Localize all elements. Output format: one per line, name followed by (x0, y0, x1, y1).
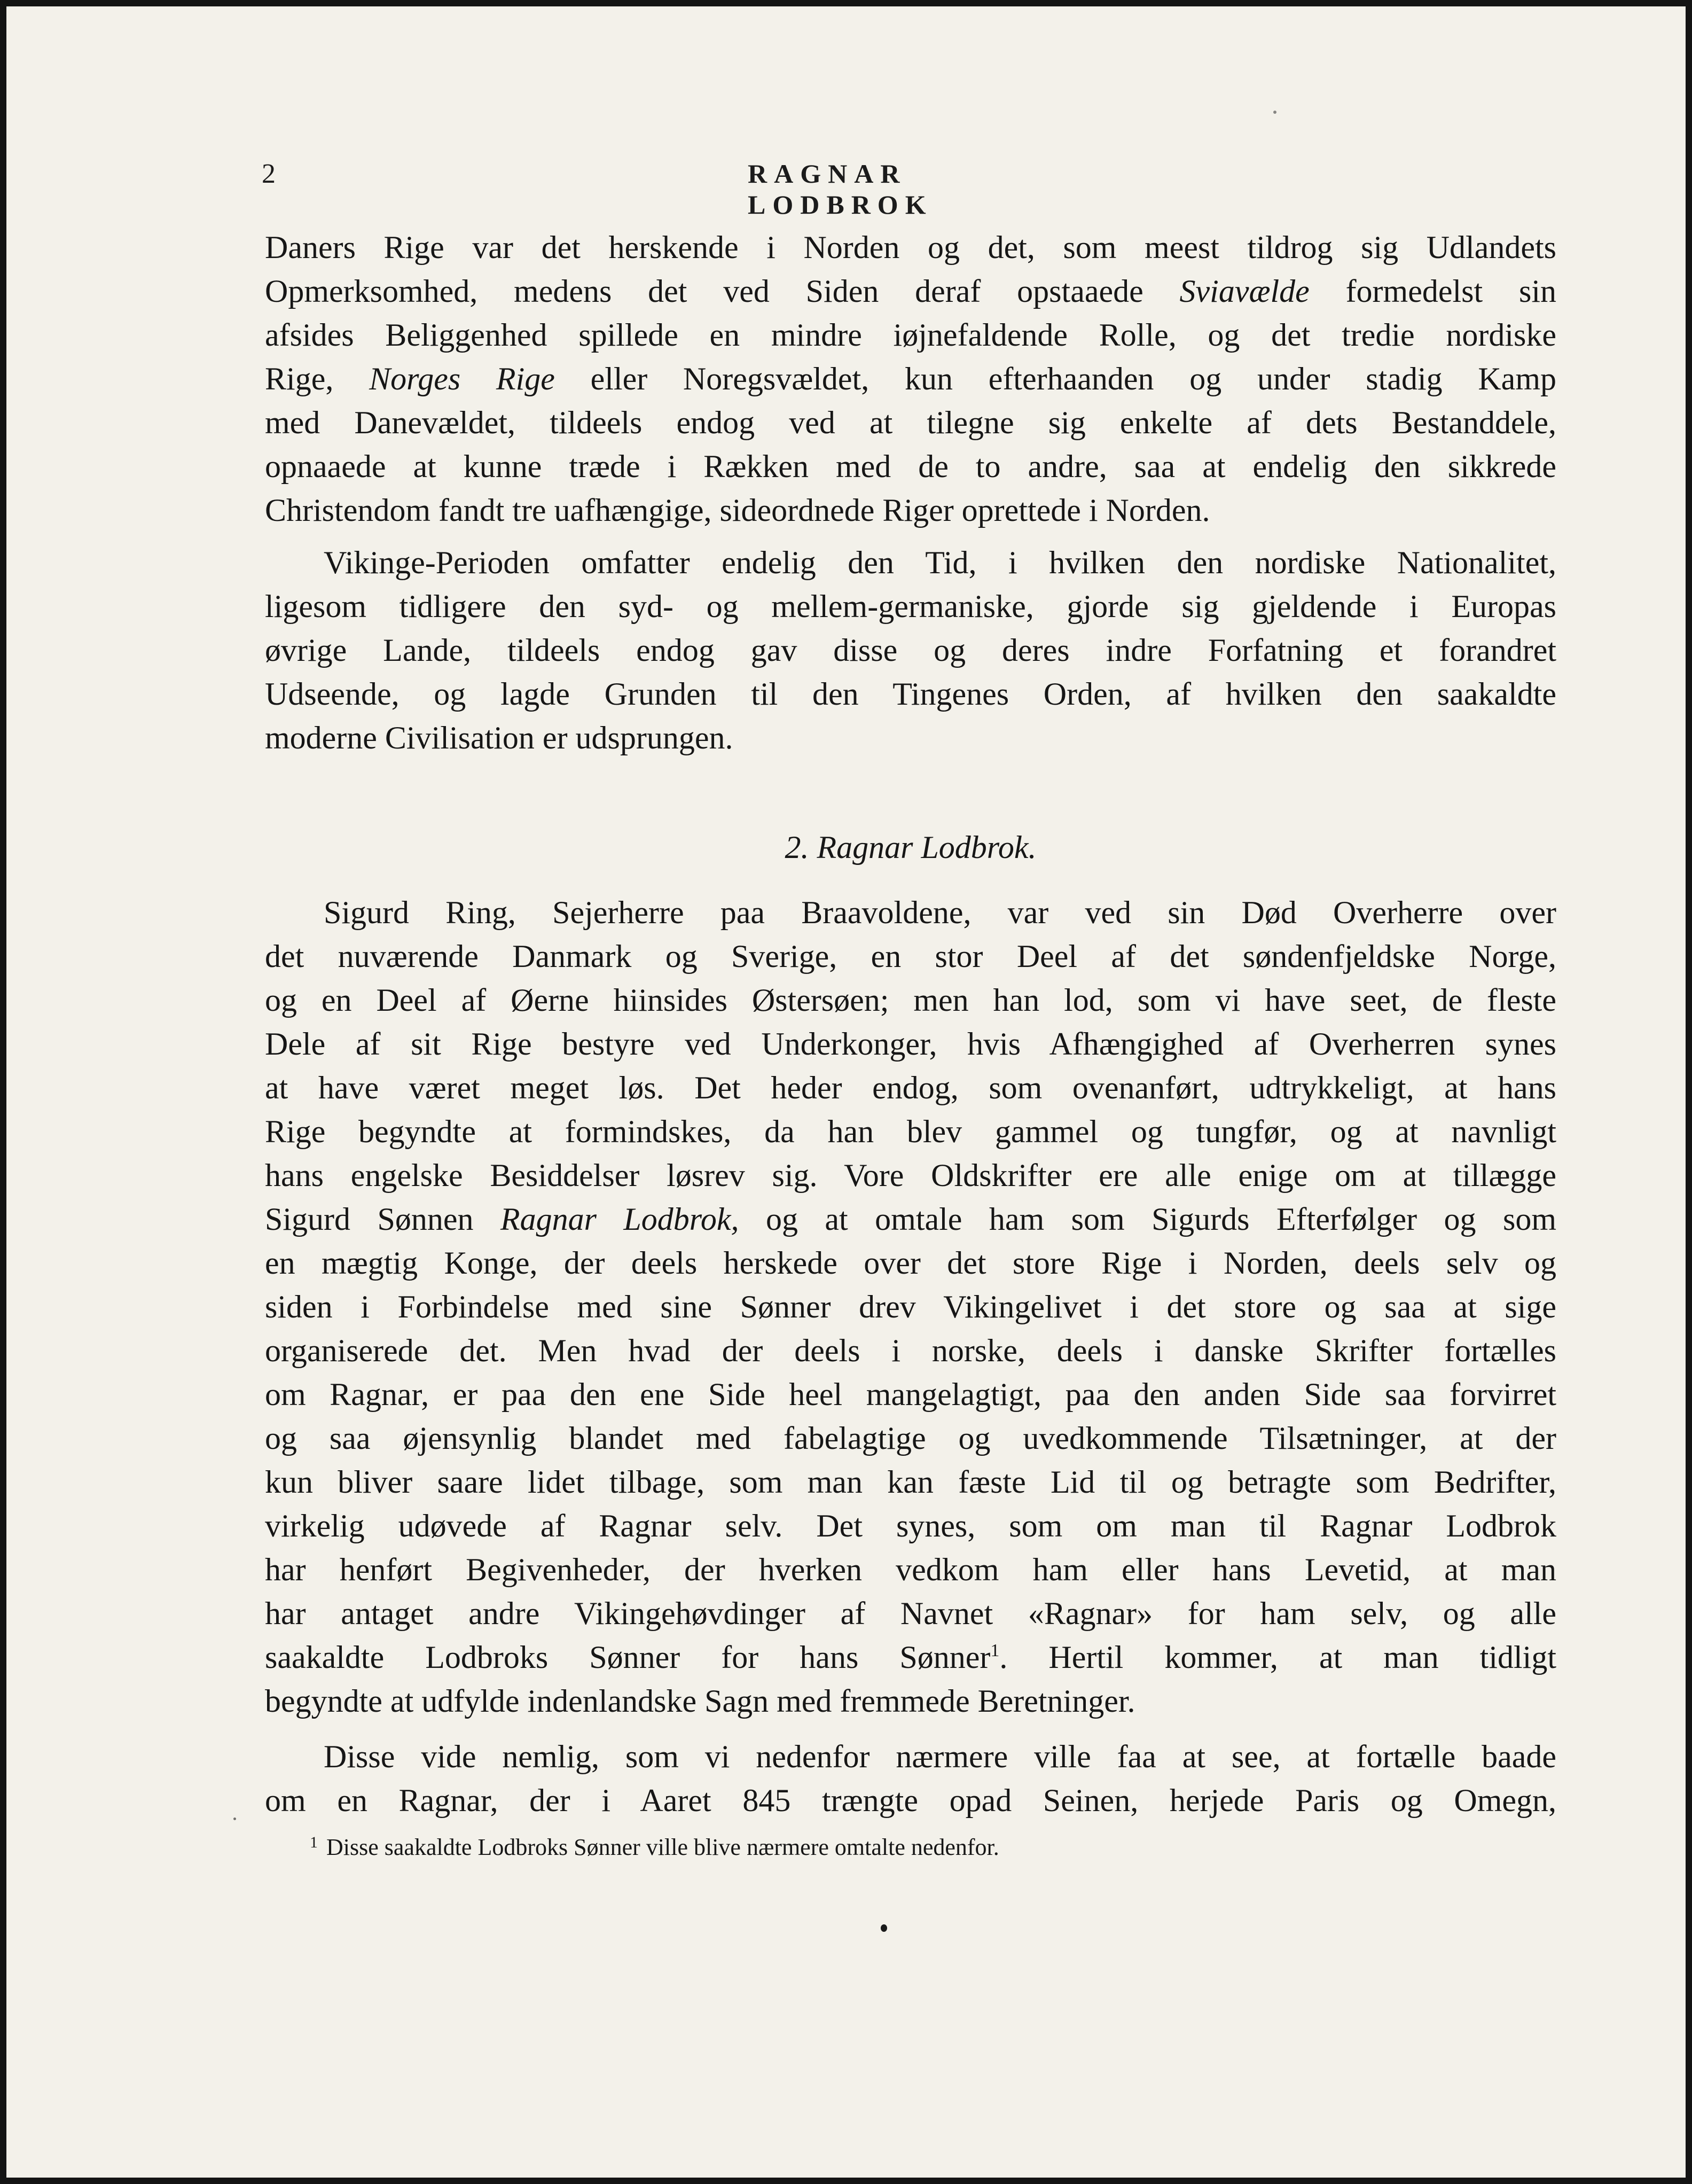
text-line: Sigurd Ring, Sejerherre paa Braavoldene, var ved sin Død Overherre over (324, 895, 1556, 930)
text-line: øvrige Lande, tildeels endog gav disse og deres indre Forfatning et forandret (265, 633, 1556, 668)
text-line: Daners Rige var det herskende i Norden og det, som meest tildrog sig Udlandets (265, 230, 1556, 265)
text-line (265, 357, 1556, 401)
scan-speck (881, 1924, 887, 1932)
paragraph-4 (265, 1735, 1556, 1822)
text-span: . Hertil kommer, at man tidligt (999, 1640, 1556, 1675)
footnote (310, 1834, 999, 1861)
text-line: ligesom tidligere den syd- og mellem-germaniske, gjorde sig gjeldende i Europas (265, 589, 1556, 624)
text-line: Disse vide nemlig, som vi nedenfor nærmere ville faa at see, at fortælle baade (324, 1739, 1556, 1774)
running-header (262, 158, 1084, 220)
footnote-reference[interactable]: 1 (990, 1641, 1000, 1660)
page-number: 2 (262, 159, 276, 189)
text-line: afsides Beliggenhed spillede en mindre iøjnefaldende Rolle, og det tredie nordiske (265, 317, 1556, 353)
text-line: om Ragnar, er paa den ene Side heel mangelagtigt, paa den anden Side saa forvirret (265, 1377, 1556, 1412)
scan-speck (233, 1818, 236, 1820)
italic-term: Sviavælde (1179, 274, 1310, 309)
text-span: saakaldte Lodbroks Sønner for hans Sønner (265, 1640, 991, 1675)
footnote-text: Disse saakaldte Lodbroks Sønner ville blive nærmere omtalte nedenfor. (326, 1834, 999, 1860)
text-line: og en Deel af Øerne hiinsides Østersøen; men han lod, som vi have seet, de fleste (265, 982, 1556, 1018)
text-line: Dele af sit Rige bestyre ved Underkonger, hvis Afhængighed af Overherren synes (265, 1026, 1556, 1062)
text-line: Christendom fandt tre uafhængige, sideordnede Riger oprettede i Norden. (265, 493, 1210, 528)
text-span: Opmerksomhed, medens det ved Siden deraf opstaaede (265, 274, 1180, 309)
text-line (265, 269, 1556, 313)
text-span: og at omtale ham som Sigurds Efterfølger og som (739, 1202, 1556, 1237)
text-line (265, 1197, 1556, 1241)
text-line (265, 1635, 1556, 1679)
text-span: Sigurd Sønnen (265, 1202, 500, 1237)
text-span: formedelst sin (1309, 274, 1556, 309)
running-title: RAGNAR LODBROK (748, 159, 933, 220)
paragraph-2 (265, 541, 1556, 760)
text-span: eller Noregsvældet, kun efterhaanden og under stadig Kamp (554, 361, 1556, 396)
paragraph-3 (265, 891, 1556, 1723)
text-line: kun bliver saare lidet tilbage, som man kan fæste Lid til og betragte som Bedrifter, (265, 1464, 1556, 1500)
text-line: moderne Civilisation er udsprungen. (265, 720, 733, 755)
text-line: at have været meget løs. Det heder endog, som ovenanført, udtrykkeligt, at hans (265, 1070, 1556, 1105)
text-line: en mægtig Konge, der deels herskede over det store Rige i Norden, deels selv og (265, 1245, 1556, 1281)
text-span: Rige, (265, 361, 370, 396)
text-line: virkelig udøvede af Ragnar selv. Det synes, som om man til Ragnar Lodbrok (265, 1508, 1556, 1543)
text-line: opnaaede at kunne træde i Rækken med de to andre, saa at endelig den sikkrede (265, 449, 1556, 484)
text-line: har henført Begivenheder, der hverken vedkom ham eller hans Levetid, at man (265, 1552, 1556, 1587)
scan-speck (1273, 111, 1276, 114)
text-line: begyndte at udfylde indenlandske Sagn med fremmede Beretninger. (265, 1683, 1135, 1719)
text-line: har antaget andre Vikingehøvdinger af Navnet «Ragnar» for ham selv, og alle (265, 1596, 1556, 1631)
text-line: det nuværende Danmark og Sverige, en stor Deel af det søndenfjeldske Norge, (265, 939, 1556, 974)
text-line: med Danevældet, tildeels endog ved at tilegne sig enkelte af dets Bestanddele, (265, 405, 1556, 440)
page (6, 6, 1686, 2178)
text-line: organiserede det. Men hvad der deels i norske, deels i danske Skrifter fortælles (265, 1333, 1556, 1368)
text-line: Udseende, og lagde Grunden til den Tingenes Orden, af hvilken den saakaldte (265, 676, 1556, 712)
text-line: Rige begyndte at formindskes, da han blev gammel og tungfør, og at navnligt (265, 1114, 1556, 1149)
paragraph-1 (265, 225, 1556, 532)
text-line: siden i Forbindelse med sine Sønner drev Vikingelivet i det store og saa at sige (265, 1289, 1556, 1324)
footnote-mark: 1 (310, 1834, 318, 1851)
text-line: om en Ragnar, der i Aaret 845 trængte opad Seinen, herjede Paris og Omegn, (265, 1783, 1556, 1818)
text-line: og saa øjensynlig blandet med fabelagtige og uvedkommende Tilsætninger, at der (265, 1421, 1556, 1456)
italic-term: Ragnar Lodbrok, (500, 1202, 739, 1237)
text-line: Vikinge-Perioden omfatter endelig den Tid, i hvilken den nordiske Nationalitet, (324, 545, 1556, 580)
italic-term: Norges Rige (369, 361, 555, 396)
text-line: hans engelske Besiddelser løsrev sig. Vore Oldskrifter ere alle enige om at tillægge (265, 1158, 1556, 1193)
section-heading: 2. Ragnar Lodbrok. (785, 830, 1037, 865)
